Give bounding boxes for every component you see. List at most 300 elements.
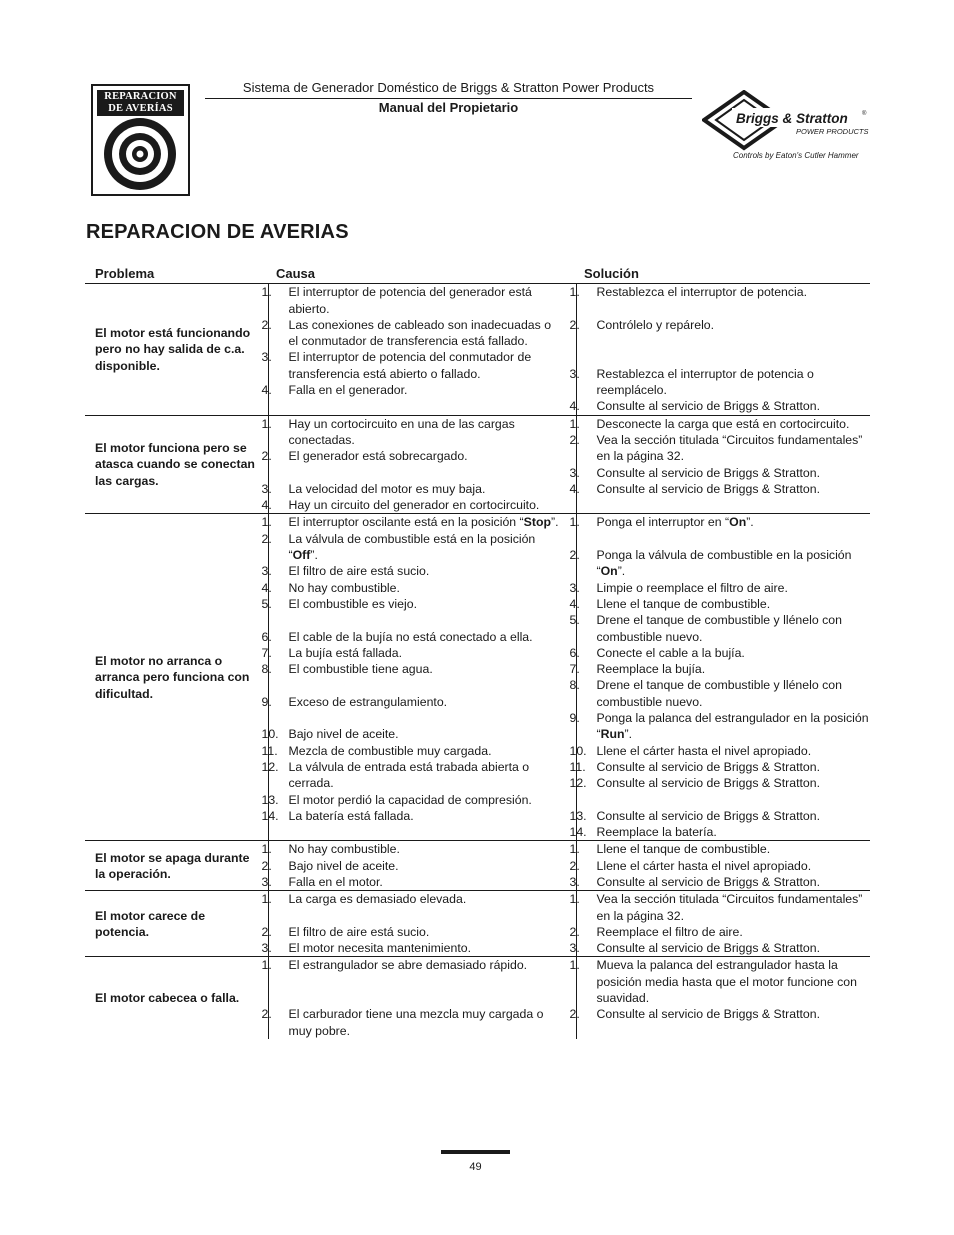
cause-item: [261, 531, 560, 564]
solution-item: [569, 661, 871, 677]
solution-item: [569, 841, 871, 857]
item-text-body: Consulte al servicio de Briggs & Stratton.: [596, 1007, 820, 1022]
item-text-body: El motor necesita mantenimiento.: [288, 941, 471, 956]
item-text: [597, 645, 871, 661]
item-number: 12.: [569, 776, 587, 791]
item-text-body: Vea la sección titulada “Circuitos fundamentales” en la página 32.: [596, 432, 863, 464]
cause-cell: [261, 841, 576, 891]
item-text-body: Mezcla de combustible muy cargada.: [288, 743, 492, 758]
item-number: 3.: [569, 366, 580, 381]
item-text: [597, 808, 871, 824]
logo-controls-text: Controls by Eaton's Cutler Hammer: [733, 151, 859, 160]
item-text: [597, 398, 871, 414]
item-text-body: Ponga la palanca del estrangulador en la posición “: [596, 711, 869, 742]
item-text: [289, 743, 560, 759]
item-text-body: Llene el tanque de combustible.: [596, 596, 771, 611]
item-text-body: El filtro de aire está sucio.: [288, 924, 430, 939]
item-text-body: Consulte al servicio de Briggs & Stratton.: [596, 759, 820, 774]
badge-line-2: DE AVERÍAS: [108, 103, 173, 114]
solution-item: [569, 416, 871, 432]
table-row: [85, 957, 870, 1039]
item-text-body: Restablezca el interruptor de potencia.: [596, 285, 808, 300]
item-number: 3.: [569, 465, 580, 480]
item-number: 3.: [261, 350, 272, 365]
problem-cell: El motor está funcionando pero no hay salida de c.a. disponible.: [85, 284, 268, 415]
item-text-body: Exceso de estrangulamiento.: [288, 694, 448, 709]
item-text: [597, 677, 871, 710]
item-text-body: Ponga la válvula de combustible en la posición “: [596, 548, 852, 579]
item-number: 5.: [569, 613, 580, 628]
page-title: REPARACION DE AVERIAS: [86, 221, 349, 243]
cause-item: [261, 743, 560, 759]
item-number: 7.: [261, 645, 272, 660]
item-number: 4.: [569, 596, 580, 611]
item-number: 1.: [261, 892, 272, 907]
item-keyword: On: [729, 515, 747, 530]
spacer: [577, 531, 871, 547]
cause-item: [261, 957, 560, 973]
item-text: [289, 448, 560, 464]
item-text: [289, 940, 560, 956]
solution-cell: [569, 514, 870, 841]
spacer: [269, 974, 560, 990]
item-number: 2.: [261, 317, 272, 332]
item-number: 9.: [261, 694, 272, 709]
item-number: 9.: [569, 711, 580, 726]
cause-item: [261, 645, 560, 661]
cause-item: [261, 349, 560, 382]
cause-item: [261, 284, 560, 317]
item-text-body: Falla en el generador.: [288, 383, 408, 398]
header-divider: [205, 98, 692, 99]
item-text: [597, 284, 871, 300]
problem-cell: El motor cabecea o falla.: [95, 991, 240, 1006]
item-number: 2.: [569, 1007, 580, 1022]
problem-cell: El motor carece de potencia.: [85, 891, 268, 957]
item-text: [597, 481, 871, 497]
badge-label: [97, 90, 184, 116]
item-text: [289, 957, 560, 973]
item-number: 1.: [569, 842, 580, 857]
item-number: 6.: [569, 645, 580, 660]
item-text-body: Consulte al servicio de Briggs & Stratton.: [596, 399, 820, 414]
item-number: 4.: [569, 399, 580, 414]
item-number: 4.: [569, 481, 580, 496]
item-number: 3.: [569, 941, 580, 956]
item-text: [289, 596, 560, 612]
item-text-body: Consulte al servicio de Briggs & Stratton.: [596, 941, 820, 956]
page-number: 49: [469, 1161, 482, 1173]
spacer: [577, 792, 871, 808]
solution-item: [569, 1006, 871, 1022]
item-text: [289, 808, 560, 824]
solution-item: [569, 677, 871, 710]
item-text-body: Llene el tanque de combustible.: [596, 842, 771, 857]
item-text: [289, 858, 560, 874]
cause-item: [261, 448, 560, 464]
spacer: [269, 612, 560, 628]
item-text: [289, 317, 560, 350]
spacer: [577, 497, 871, 513]
table-header-row: [85, 263, 870, 284]
item-number: 4.: [261, 498, 272, 513]
item-number: 14.: [569, 825, 587, 840]
item-text: [597, 775, 871, 791]
solution-item: [569, 465, 871, 481]
spacer: [269, 990, 560, 1006]
column-header-cause: Causa: [268, 263, 576, 284]
item-text-body: El estrangulador se abre demasiado rápido.: [288, 958, 528, 973]
solution-item: [569, 924, 871, 940]
item-text-body: Reemplace el filtro de aire.: [596, 924, 743, 939]
item-number: 2.: [261, 1007, 272, 1022]
item-number: 1.: [569, 892, 580, 907]
item-number: 10.: [569, 743, 587, 758]
item-text: [289, 874, 560, 890]
item-text-body: Limpie o reemplace el filtro de aire.: [596, 580, 788, 595]
problem-cell: El motor funciona pero se atasca cuando se conectan las cargas.: [85, 415, 268, 514]
item-number: 5.: [261, 596, 272, 611]
item-text-body: La válvula de combustible está en la posición “: [288, 531, 536, 563]
solution-item: [569, 514, 871, 530]
problem-cell: El motor se apaga durante la operación.: [85, 841, 268, 891]
item-text: [597, 824, 871, 840]
item-text: [289, 792, 560, 808]
item-text-body: El interruptor de potencia del conmutador de transferencia está abierto o fallado.: [288, 350, 532, 381]
item-text-body: El interruptor de potencia del generador está abierto.: [288, 285, 532, 316]
solution-item: [569, 858, 871, 874]
item-number: 4.: [261, 383, 272, 398]
item-number: 1.: [261, 515, 272, 530]
item-number: 13.: [569, 808, 587, 823]
solution-item: [569, 317, 871, 333]
item-number: 10.: [261, 727, 279, 742]
item-text: [289, 514, 560, 530]
item-number: 2.: [261, 531, 272, 546]
item-number: 7.: [569, 662, 580, 677]
cause-item: [261, 924, 560, 940]
table-row: [85, 841, 870, 891]
item-number: 1.: [569, 515, 580, 530]
item-text-body: La batería está fallada.: [288, 808, 414, 823]
cause-item: [261, 481, 560, 497]
cause-item: [261, 792, 560, 808]
item-text-body: Consulte al servicio de Briggs & Stratton.: [596, 808, 820, 823]
solution-item: [569, 710, 871, 743]
item-number: 2.: [569, 548, 580, 563]
item-number: 1.: [569, 285, 580, 300]
item-text: [597, 759, 871, 775]
cause-item: [261, 841, 560, 857]
item-keyword: Run: [600, 727, 625, 742]
cause-item: [261, 874, 560, 890]
item-number: 12.: [261, 759, 279, 774]
item-text: [597, 580, 871, 596]
item-text-body: Llene el cárter hasta el nivel apropiado.: [596, 743, 812, 758]
item-text-body: Hay un circuito del generador en cortocircuito.: [288, 498, 540, 513]
item-text-body: Las conexiones de cableado son inadecuadas o el conmutador de transferencia está fallado.: [288, 317, 552, 349]
spacer: [577, 301, 871, 317]
spacer: [577, 333, 871, 349]
item-text: [289, 661, 560, 677]
item-text: [289, 759, 560, 792]
spacer: [269, 710, 560, 726]
item-number: 2.: [569, 924, 580, 939]
solution-item: [569, 940, 871, 956]
item-text: [289, 1006, 560, 1039]
target-icon: [96, 116, 185, 192]
solution-cell: [569, 891, 870, 957]
item-text-body: Desconecte la carga que está en cortocircuito.: [596, 416, 850, 431]
item-text-body: Consulte al servicio de Briggs & Stratton.: [596, 481, 820, 496]
problem-cell: El motor no arranca o arranca pero funciona con dificultad.: [85, 514, 268, 841]
item-text: [597, 957, 871, 1006]
item-text-body: Hay un cortocircuito en una de las cargas conectadas.: [288, 416, 515, 447]
cause-item: [261, 759, 560, 792]
item-text-body: El interruptor oscilante está en la posición “: [288, 515, 524, 530]
item-text: [597, 743, 871, 759]
solution-item: [569, 366, 871, 399]
item-text-body: Consulte al servicio de Briggs & Stratton.: [596, 776, 820, 791]
cause-cell: [261, 514, 576, 841]
item-number: 1.: [261, 285, 272, 300]
item-text: [289, 645, 560, 661]
item-text-body: No hay combustible.: [288, 580, 400, 595]
item-number: 1.: [569, 416, 580, 431]
item-text-body: La velocidad del motor es muy baja.: [288, 481, 486, 496]
item-text-body: El motor perdió la capacidad de compresión.: [288, 792, 532, 807]
solution-item: [569, 874, 871, 890]
solution-item: [569, 645, 871, 661]
cause-item: [261, 858, 560, 874]
item-text: [289, 416, 560, 449]
solution-item: [569, 957, 871, 1006]
item-text-body: Contrólelo y repárelo.: [596, 317, 715, 332]
item-text: [597, 432, 871, 465]
table-body: [85, 284, 870, 1039]
item-number: 2.: [569, 432, 580, 447]
item-text-body: Consulte al servicio de Briggs & Stratton.: [596, 874, 820, 889]
item-text: [597, 874, 871, 890]
item-number: 1.: [261, 416, 272, 431]
cause-item: [261, 416, 560, 449]
solution-cell: [569, 284, 870, 415]
item-text: [289, 841, 560, 857]
item-number: 11.: [569, 759, 586, 774]
item-number: 3.: [261, 874, 272, 889]
item-text: [289, 497, 560, 513]
footer-bar: [441, 1150, 510, 1154]
solution-item: [569, 547, 871, 580]
solution-item: [569, 775, 871, 791]
solution-item: [569, 612, 871, 645]
cause-item: [261, 1006, 560, 1039]
item-text-body: Ponga el interruptor en “: [596, 515, 730, 530]
item-number: 4.: [261, 580, 272, 595]
logo-tagline: POWER PRODUCTS: [796, 127, 869, 136]
item-number: 1.: [569, 958, 580, 973]
item-text-body: El carburador tiene una mezcla muy cargada o muy pobre.: [288, 1007, 544, 1038]
item-text: [597, 317, 871, 333]
cause-item: [261, 694, 560, 710]
spacer: [269, 677, 560, 693]
item-text: [597, 661, 871, 677]
item-keyword: On: [600, 564, 618, 579]
cause-item: [261, 940, 560, 956]
item-number: 6.: [261, 629, 272, 644]
item-text-body: Llene el cárter hasta el nivel apropiado.: [596, 858, 812, 873]
item-text: [597, 465, 871, 481]
item-number: 3.: [261, 941, 272, 956]
cause-cell: [261, 957, 576, 1039]
cause-item: [261, 596, 560, 612]
item-text-body: Drene el tanque de combustible y llénelo con combustible nuevo.: [596, 613, 842, 644]
item-text-body: La bujía está fallada.: [288, 645, 402, 660]
item-text: [289, 382, 560, 398]
solution-item: [569, 743, 871, 759]
document-subtitle: Manual del Propietario: [378, 100, 519, 115]
item-text: [597, 924, 871, 940]
item-text: [289, 563, 560, 579]
solution-item: [569, 398, 871, 414]
item-keyword: Stop: [523, 515, 551, 530]
item-text-body: El filtro de aire está sucio.: [288, 564, 430, 579]
solution-item: [569, 580, 871, 596]
solution-item: [569, 481, 871, 497]
item-text: [289, 349, 560, 382]
item-number: 3.: [261, 481, 272, 496]
item-text: [597, 940, 871, 956]
cause-item: [261, 382, 560, 398]
item-text: [289, 891, 560, 907]
item-text: [289, 580, 560, 596]
item-text: [289, 924, 560, 940]
item-text-body: Mueva la palanca del estrangulador hasta la posición media hasta que el motor funcione con suavidad.: [596, 958, 857, 1006]
item-text-body: La carga es demasiado elevada.: [288, 892, 467, 907]
item-text: [597, 416, 871, 432]
cause-item: [261, 497, 560, 513]
item-text: [289, 481, 560, 497]
item-text-body: El cable de la bujía no está conectado a ella.: [288, 629, 533, 644]
item-number: 8.: [261, 662, 272, 677]
cause-cell: [261, 415, 576, 514]
item-text-body: Bajo nivel de aceite.: [288, 858, 399, 873]
column-header-solution: Solución: [576, 263, 870, 284]
item-text: [597, 891, 871, 924]
item-text-body: Restablezca el interruptor de potencia o reemplácelo.: [596, 366, 814, 398]
item-number: 3.: [569, 874, 580, 889]
item-text-tail: ”.: [550, 515, 559, 530]
spacer: [577, 349, 871, 365]
item-text: [597, 710, 871, 743]
item-number: 2.: [569, 317, 580, 332]
item-number: 14.: [261, 808, 279, 823]
column-header-problem: Problema: [85, 263, 268, 284]
badge-line-1: REPARACION: [104, 91, 177, 102]
item-text-body: El combustible es viejo.: [288, 596, 417, 611]
cause-item: [261, 317, 560, 350]
spacer: [269, 465, 560, 481]
item-text: [597, 514, 871, 530]
logo-brand-text: Briggs & Stratton: [736, 111, 848, 126]
item-number: 8.: [569, 678, 580, 693]
item-number: 2.: [261, 858, 272, 873]
item-number: 13.: [261, 792, 279, 807]
cause-cell: [261, 891, 576, 957]
item-text-body: Conecte el cable a la bujía.: [596, 645, 745, 660]
item-number: 2.: [261, 924, 272, 939]
item-text: [597, 858, 871, 874]
item-text-tail: ”.: [617, 564, 626, 579]
document-title: Sistema de Generador Doméstico de Briggs & Stratton Power Products: [242, 80, 655, 95]
item-text-body: Drene el tanque de combustible y llénelo con combustible nuevo.: [596, 678, 842, 709]
logo-registered-mark: ®: [862, 111, 867, 117]
cause-item: [261, 563, 560, 579]
item-text: [597, 841, 871, 857]
item-number: 2.: [261, 449, 272, 464]
item-text-tail: ”.: [310, 548, 318, 563]
item-text-body: Reemplace la batería.: [596, 825, 717, 840]
item-number: 3.: [569, 580, 580, 595]
cause-item: [261, 580, 560, 596]
solution-item: [569, 891, 871, 924]
item-text-body: Reemplace la bujía.: [596, 662, 706, 677]
item-text: [597, 366, 871, 399]
cause-item: [261, 661, 560, 677]
item-text: [289, 284, 560, 317]
solution-item: [569, 596, 871, 612]
table-row: [85, 284, 870, 415]
troubleshooting-badge: [91, 84, 190, 196]
item-text: [597, 596, 871, 612]
item-text-body: La válvula de entrada está trabada abierta o cerrada.: [288, 759, 530, 791]
item-text: [597, 612, 871, 645]
troubleshooting-table: [85, 263, 870, 1039]
item-keyword: Off: [292, 548, 311, 563]
spacer: [269, 908, 560, 924]
item-number: 11.: [261, 743, 278, 758]
item-text-body: Falla en el motor.: [288, 874, 383, 889]
item-text: [289, 629, 560, 645]
table-row: [85, 415, 870, 514]
table-row: [85, 514, 870, 841]
cause-item: [261, 514, 560, 530]
item-text: [289, 694, 560, 710]
item-text: [597, 1006, 871, 1022]
cause-cell: [261, 284, 576, 415]
solution-cell: [569, 841, 870, 891]
item-text-tail: ”.: [624, 727, 633, 742]
cause-item: [261, 808, 560, 824]
item-number: 1.: [261, 958, 272, 973]
item-text-body: Consulte al servicio de Briggs & Stratton.: [596, 465, 820, 480]
cause-item: [261, 726, 560, 742]
item-number: 1.: [261, 842, 272, 857]
cause-item: [261, 629, 560, 645]
item-text: [289, 531, 560, 564]
item-number: 3.: [261, 564, 272, 579]
item-text-body: El combustible tiene agua.: [288, 662, 433, 677]
solution-cell: [569, 415, 870, 514]
item-text-body: El generador está sobrecargado.: [288, 449, 468, 464]
solution-cell: [569, 957, 870, 1039]
item-text-body: Bajo nivel de aceite.: [288, 727, 399, 742]
item-text-body: No hay combustible.: [288, 842, 400, 857]
item-number: 2.: [569, 858, 580, 873]
solution-item: [569, 824, 871, 840]
table-row: [85, 891, 870, 957]
solution-item: [569, 284, 871, 300]
